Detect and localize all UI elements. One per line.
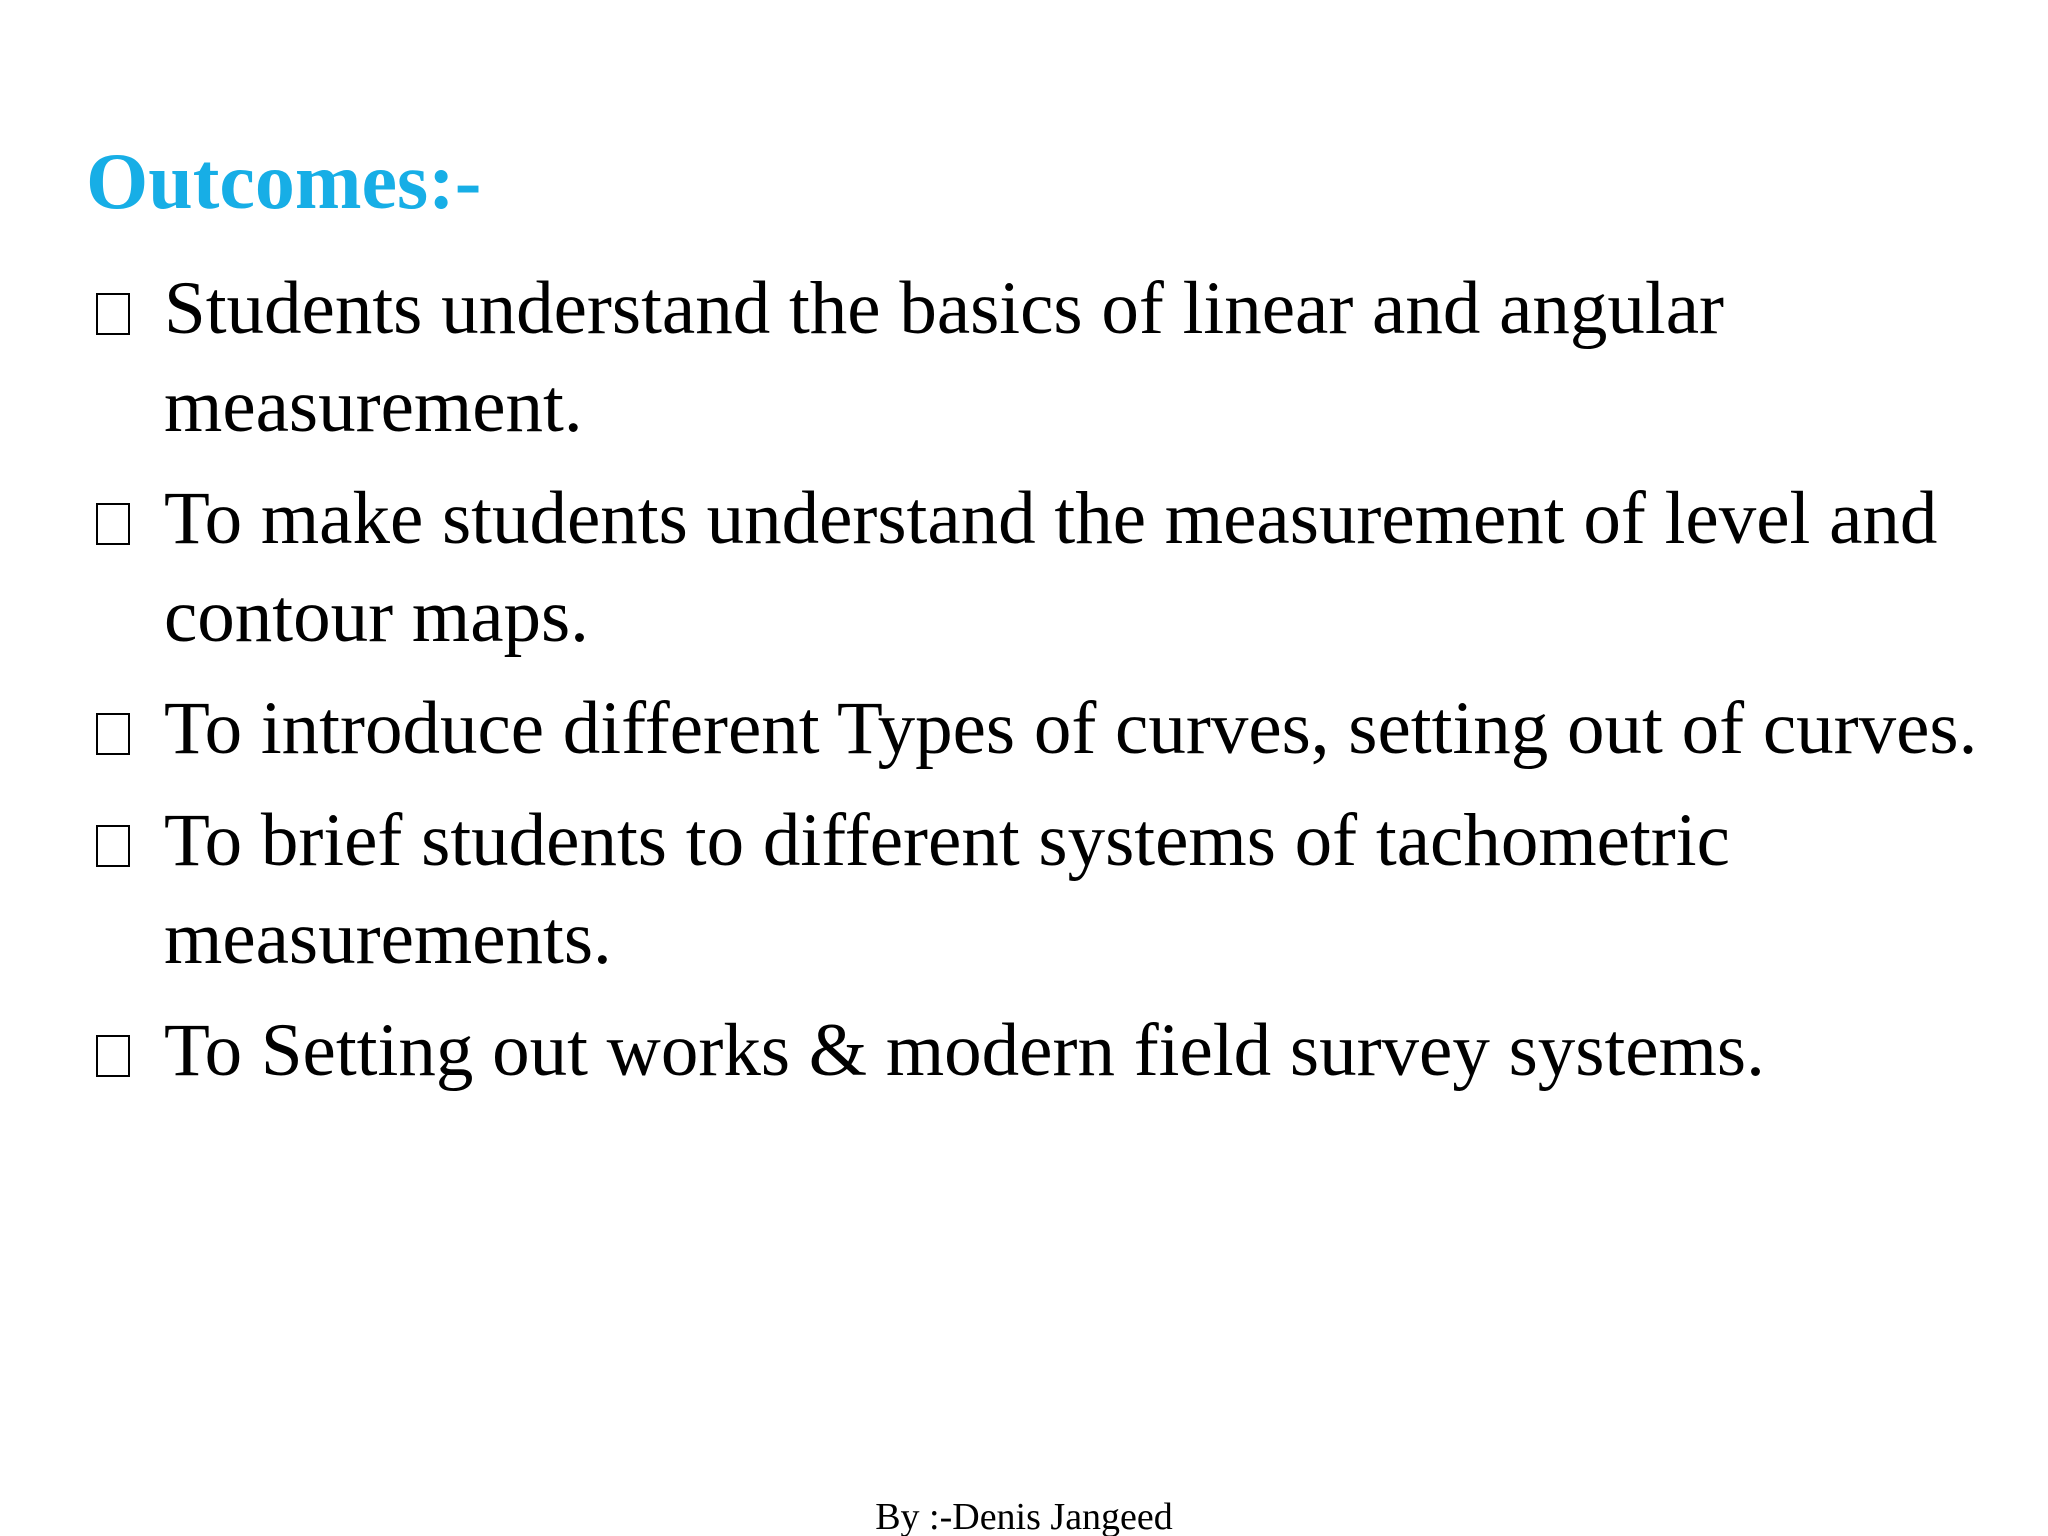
square-bullet-icon (96, 825, 130, 867)
list-item-text: To make students understand the measurement of level and contour maps. (164, 477, 1938, 658)
outcomes-list (90, 260, 1990, 1114)
list-item (90, 1002, 1990, 1100)
list-item-text: To introduce different Types of curves, setting out of curves. (164, 687, 1978, 770)
square-bullet-icon (96, 1035, 130, 1077)
square-bullet-icon (96, 713, 130, 755)
list-item-text: To brief students to different systems of tachometric measurements. (164, 799, 1730, 980)
slide-title: Outcomes:- (86, 138, 482, 226)
list-item (90, 680, 1990, 778)
list-item-text: To Setting out works & modern field survey systems. (164, 1009, 1765, 1092)
list-item (90, 260, 1990, 456)
author-footer: By :-Denis Jangeed (875, 1496, 1173, 1536)
list-item-text: Students understand the basics of linear and angular measurement. (164, 267, 1724, 448)
square-bullet-icon (96, 503, 130, 545)
list-item (90, 792, 1990, 988)
list-item (90, 470, 1990, 666)
square-bullet-icon (96, 293, 130, 335)
